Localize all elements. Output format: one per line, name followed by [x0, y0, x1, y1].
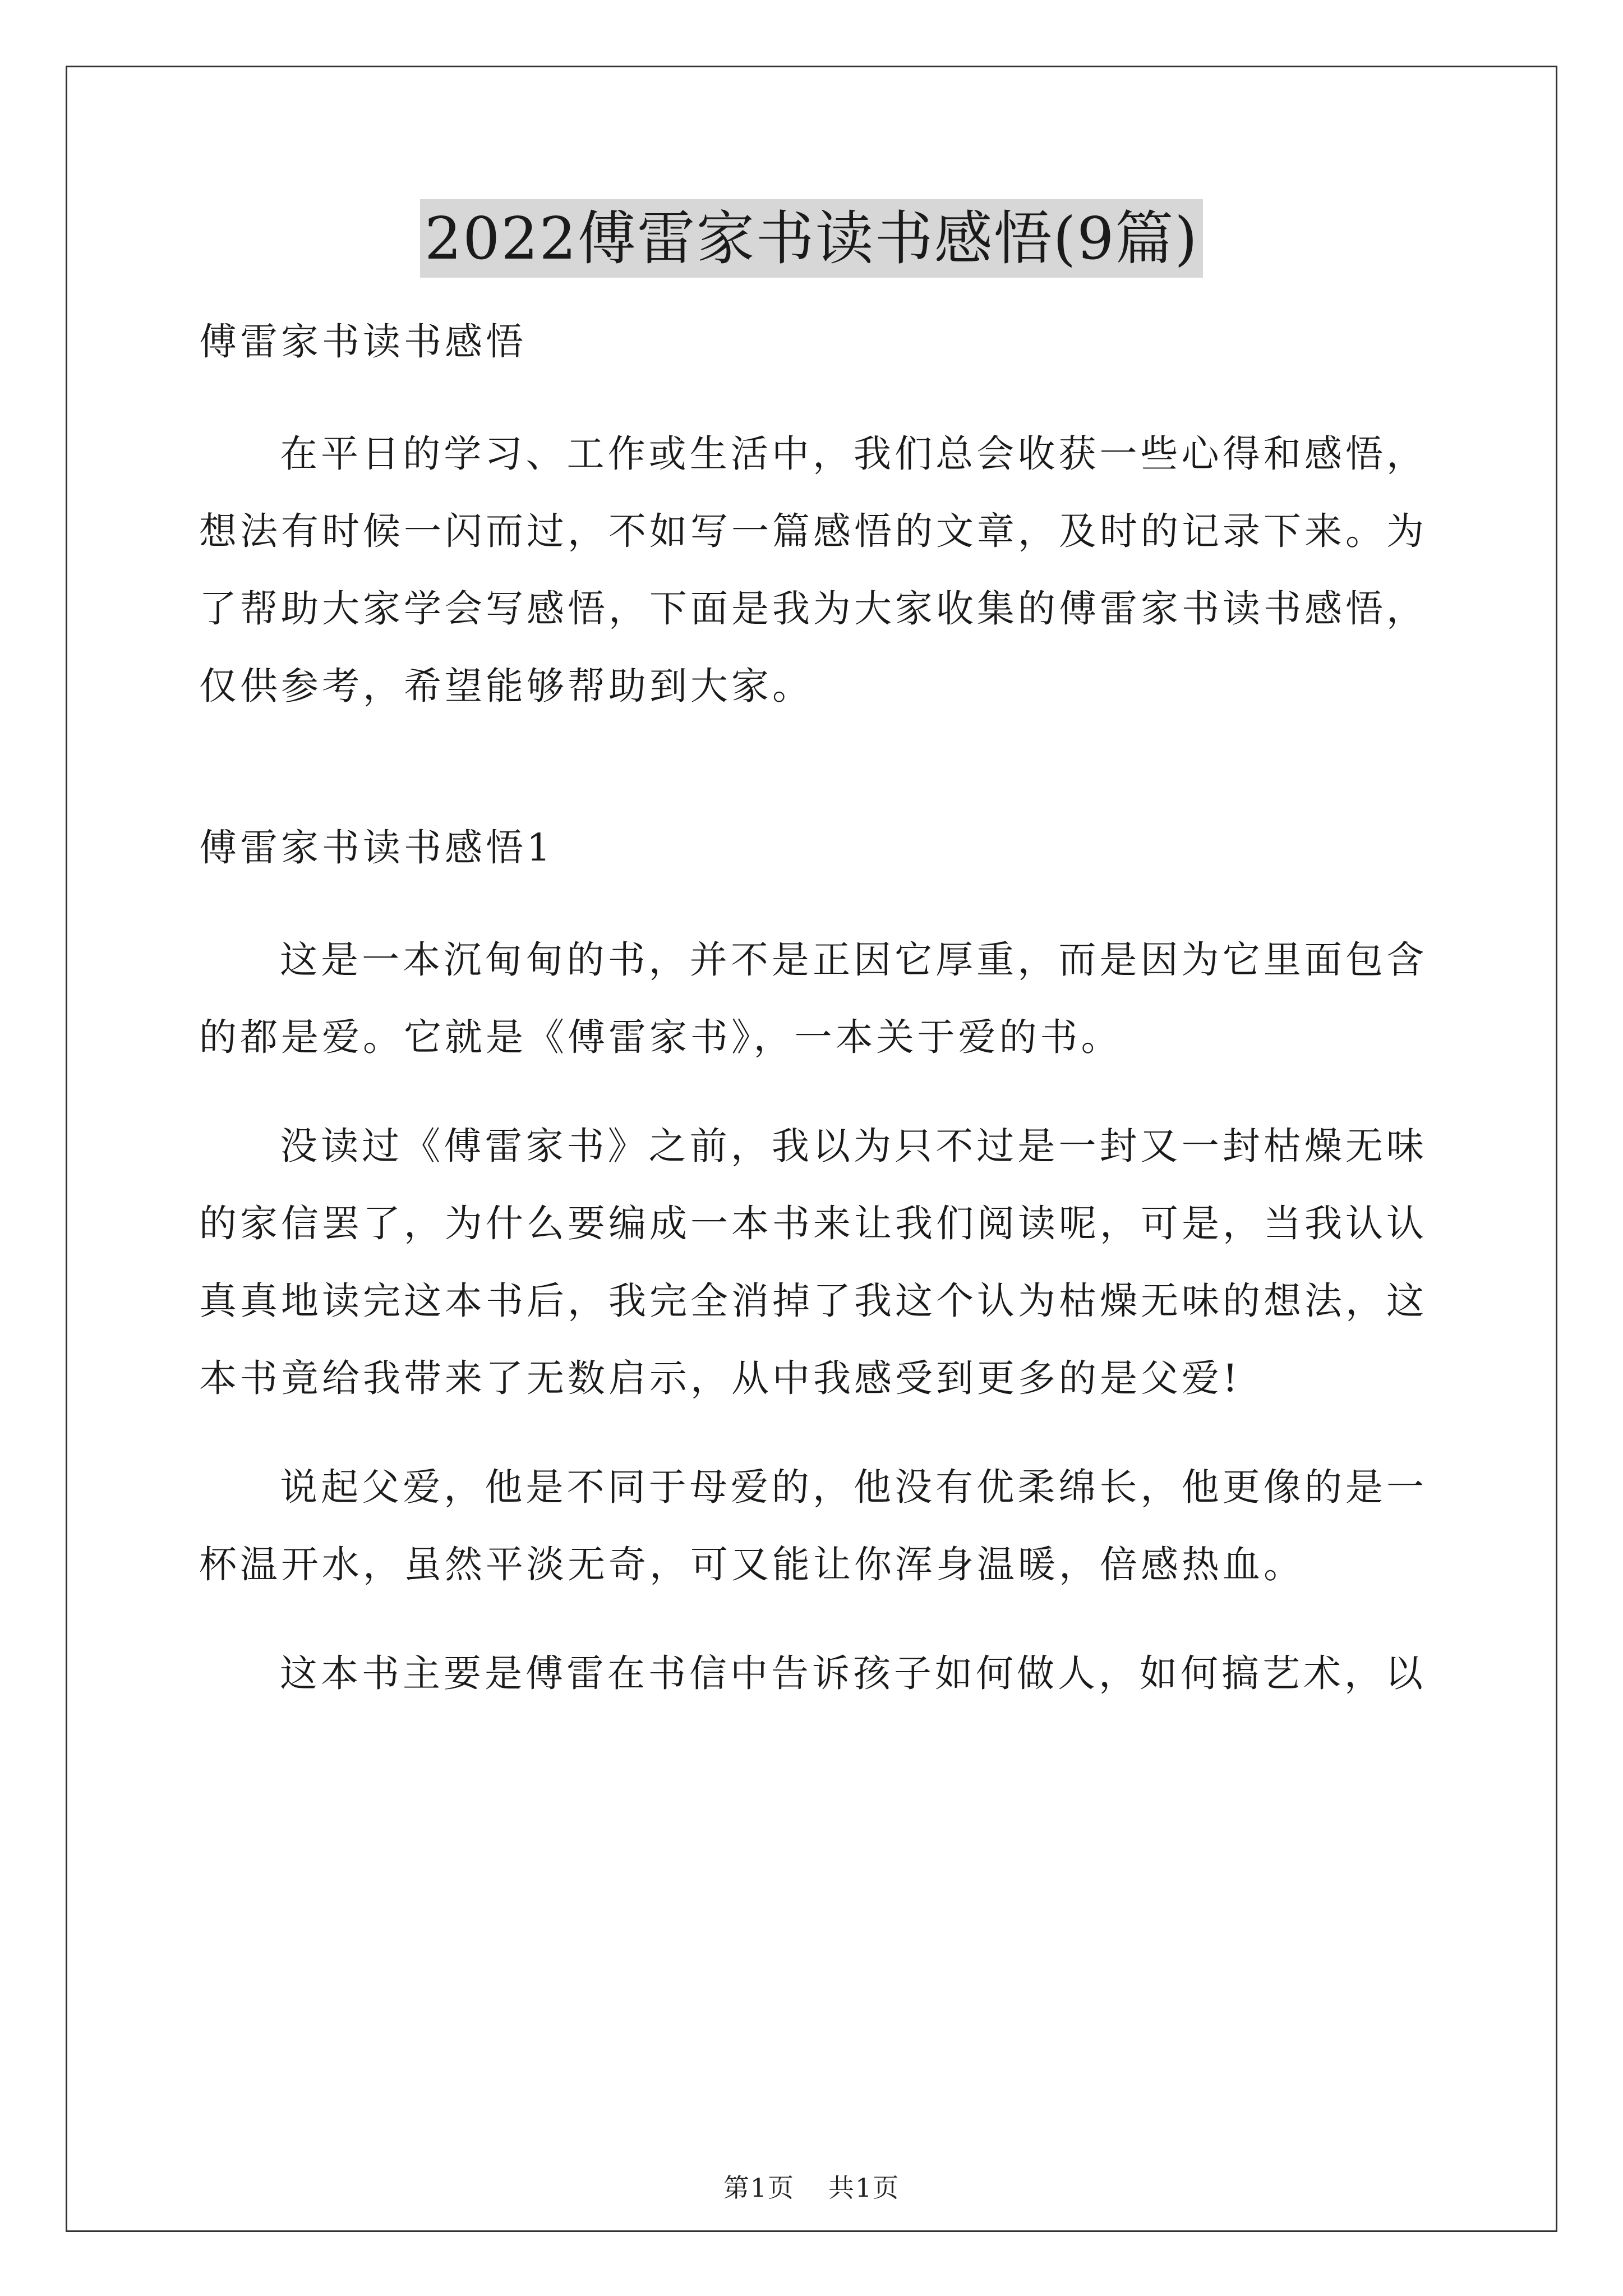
paragraph: 没读过《傅雷家书》之前，我以为只不过是一封又一封枯燥无味的家信罢了，为什么要编成一本书来让我们阅读呢，可是，当我认认真真地读完这本书后，我完全消掉了我这个认为枯燥无味的想法，这本书竟给我带来了无数启示，从中我感受到更多的是父爱!	[199, 1124, 1427, 1400]
paragraph: 说起父爱，他是不同于母爱的，他没有优柔绵长，他更像的是一杯温开水，虽然平淡无奇，可又能让你浑身温暖，倍感热血。	[199, 1465, 1427, 1586]
page-total: 共1页	[828, 2173, 900, 2203]
page-footer	[0, 2171, 1623, 2205]
paragraph: 这本书主要是傅雷在书信中告诉孩子如何做人，如何搞艺术，以	[280, 1651, 1426, 1695]
document-title: 2022傅雷家书读书感悟(9篇)	[420, 199, 1203, 278]
title-container	[0, 199, 1623, 278]
section-heading: 傅雷家书读书感悟1	[199, 826, 554, 869]
paragraph: 在平日的学习、工作或生活中，我们总会收获一些心得和感悟，想法有时候一闪而过，不如写一篇感悟的文章，及时的记录下来。为了帮助大家学会写感悟，下面是我为大家收集的傅雷家书读书感悟，仅供参考，希望能够帮助到大家。	[199, 432, 1427, 708]
page-number: 第1页	[723, 2173, 795, 2203]
paragraph: 这是一本沉甸甸的书，并不是正因它厚重，而是因为它里面包含的都是爱。它就是《傅雷家书》，一本关于爱的书。	[199, 938, 1427, 1059]
section-heading: 傅雷家书读书感悟	[199, 320, 527, 364]
document-body	[199, 303, 1427, 1712]
